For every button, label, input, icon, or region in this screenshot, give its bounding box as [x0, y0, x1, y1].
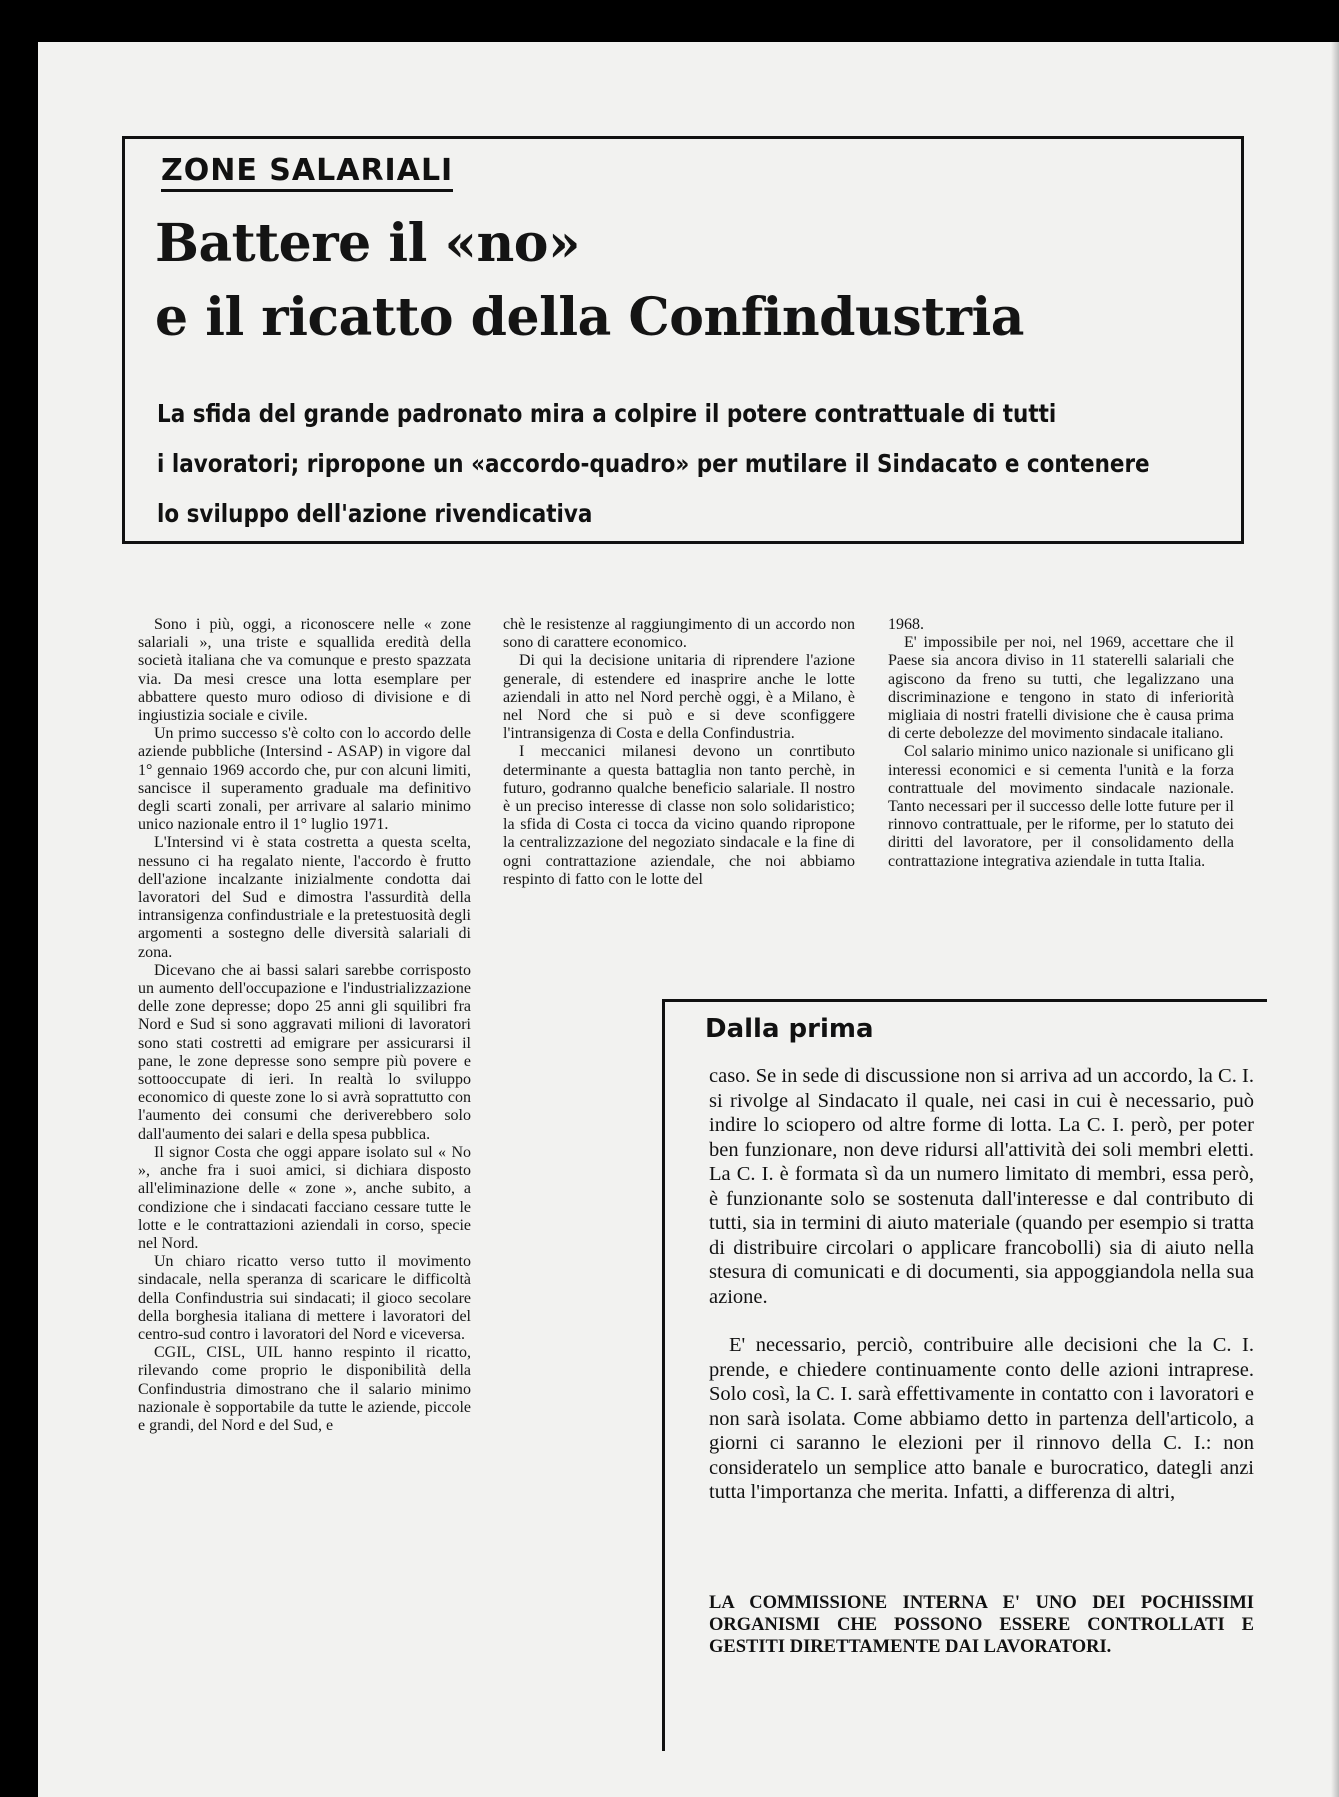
paragraph: chè le resistenze al raggiungimento di un accordo non sono di carattere economico. [503, 616, 855, 652]
paragraph: Dicevano che ai bassi salari sarebbe corrisposto un aumento dell'occupazione e l'industrializzazione delle zone depresse; dopo 25 anni gli squilibri fra Nord e Sud si sono aggravati milioni di lavoratori sono stati costretti ad emigrare per assicurarsi il pane, le zone depresse sono sempre più povere e sottooccupate di ieri. In realtà lo sviluppo economico di queste zone lo si avrà soprattutto con l'aumento dei consumi che deriverebbero solo dall'aumento dei salari e della spesa pubblica. [138, 961, 471, 1143]
paragraph: Un primo successo s'è colto con lo accordo delle aziende pubbliche (Intersind - ASAP) in vigore dal 1° gennaio 1969 accordo che, pur con alcuni limiti, sancisce il superamento graduale ma definitivo degli scarti zonali, per arrivare al salario minimo unico nazionale entro il 1° luglio 1971. [138, 725, 471, 834]
subtitle-line-3: lo sviluppo dell'azione rivendicativa [157, 499, 593, 528]
box-body [709, 1064, 1254, 1505]
paragraph: L'Intersind vi è stata costretta a questa scelta, nessuno ci ha regalato niente, l'accordo è frutto dell'azione incalzante inizialmente condotta dai lavoratori del Sud e dimostra l'assurdità della intransigenza confindustriale e la pretestuosità degli argomenti a sostegno delle diversità salariali di zona. [138, 834, 471, 961]
subtitle-line-1: La sfida del grande padronato mira a colpire il potere contrattuale di tutti [157, 399, 1057, 428]
dalla-prima-box [662, 999, 1267, 1751]
box-paragraph-2: E' necessario, perciò, contribuire alle decisioni che la C. I. prende, e chiedere continuamente conto delle azioni intraprese. Solo così, la C. I. sarà effettivamente in contatto con i lavoratori e non sarà isolata. Come abbiamo detto in partenza dell'articolo, a giorni ci saranno le elezioni per il rinnovo della C. I.: non consideratelo un semplice atto banale e burocratico, dategli anzi tutta l'importanza che merita. Infatti, a differenza di altri, [709, 1334, 1254, 1503]
article-column-1 [138, 616, 471, 1435]
page-edge-shadow [1331, 42, 1339, 1797]
box-caps-statement: LA COMMISSIONE INTERNA E' UNO DEI POCHISSIMI ORGANISMI CHE POSSONO ESSERE CONTROLLATI E GESTITI DIRETTAMENTE DAI LAVORATORI. [709, 1593, 1254, 1657]
headline-box [122, 136, 1244, 544]
paragraph: Sono i più, oggi, a riconoscere nelle « zone salariali », una triste e squallida eredità della società italiana che va comunque e presto spazzata via. Da mesi cresce una lotta esemplare per abbattere questo muro odioso di divisione e di ingiustizia sociale e civile. [138, 616, 471, 725]
paragraph: 1968. [888, 616, 924, 633]
headline-subtitle [157, 389, 1215, 539]
paragraph: Di qui la decisione unitaria di riprendere l'azione generale, di estendere ed inasprire anche le lotte aziendali in atto nel Nord perchè oggi, è a Milano, è nel Nord che si può e si deve sconfiggere l'intransigenza di Costa e della Confindustria. [503, 652, 855, 743]
headline-title-line-1: Battere il «no» [155, 213, 580, 274]
box-title: Dalla prima [705, 1014, 874, 1044]
box-paragraph-1: caso. Se in sede di discussione non si arriva ad un accordo, la C. I. si rivolge al Sindacato il quale, nei casi in cui è necessario, può indire lo sciopero od altre forme di lotta. La C. I. però, per poter ben funzionare, non deve ridursi all'attività dei soli membri eletti. La C. I. è formata sì da un numero limitato di membri, essa però, è funzionante solo se sostenuta dall'interesse e dal contributo di tutti, sia in termini di aiuto materiale (quando per esempio si tratta di distribuire circolari o applicare francobolli) sia di aiuto nella stesura di comunicati e di documenti, sia appoggiandola nella sua azione. [709, 1065, 1254, 1308]
paragraph: Il signor Costa che oggi appare isolato sul « No », anche fra i suoi amici, si dichiara disposto all'eliminazione delle « zone », anche subito, a condizione che i sindacati facciano cessare tutte le lotte e le contrattazioni aziendali in corso, specie nel Nord. [138, 1143, 471, 1252]
article-column-3 [888, 616, 1234, 871]
headline-title-line-2: e il ricatto della Confindustria [155, 287, 1024, 348]
paragraph: Un chiaro ricatto verso tutto il movimento sindacale, nella speranza di scaricare le difficoltà della Confindustria sui sindacati; il gioco secolare della borghesia italiana di mettere i lavoratori del centro-sud contro i lavoratori del Nord e viceversa. [138, 1253, 471, 1343]
paragraph: CGIL, CISL, UIL hanno respinto il ricatto, rilevando come proprio le disponibilità della Confindustria dimostrano che il salario minimo nazionale è sopportabile da tutte le aziende, piccole e grandi, del Nord e del Sud, e [138, 1344, 471, 1434]
paragraph: I meccanici milanesi devono un conrtibuto determinante a questa battaglia non tanto perchè, in futuro, godranno qualche beneficio salariale. Il nostro è un preciso interesse di classe non solo solidaristico; la sfida di Costa ci tocca da vicino quando ripropone la centralizzazione del negoziato sindacale e la fine di ogni contrattazione aziendale, che noi abbiamo respinto di fatto con le lotte del [503, 743, 855, 888]
subtitle-line-2: i lavoratori; ripropone un «accordo-quadro» per mutilare il Sindacato e contenere [157, 449, 1150, 478]
article-column-2 [503, 616, 855, 889]
paragraph: E' impossibile per noi, nel 1969, accettare che il Paese sia ancora diviso in 11 staterelli salariali che agiscono da freno su tutti, che legalizzano una discriminazione e tengono in stato di inferiorità migliaia di nostri fratelli divisione che è causa prima di certe debolezze del movimento sindacale italiano. [888, 634, 1234, 743]
section-kicker: ZONE SALARIALI [161, 153, 453, 192]
paragraph: Col salario minimo unico nazionale si unificano gli interessi economici e si cementa l'unità e la forza contrattuale del movimento sindacale nazionale. Tanto necessari per il successo delle lotte future per il rinnovo contrattuale, per le riforme, per lo statuto dei diritti del lavoratore, per il consolidamento della contrattazione integrativa aziendale in tutta Italia. [888, 743, 1234, 870]
headline-title [155, 207, 1024, 355]
